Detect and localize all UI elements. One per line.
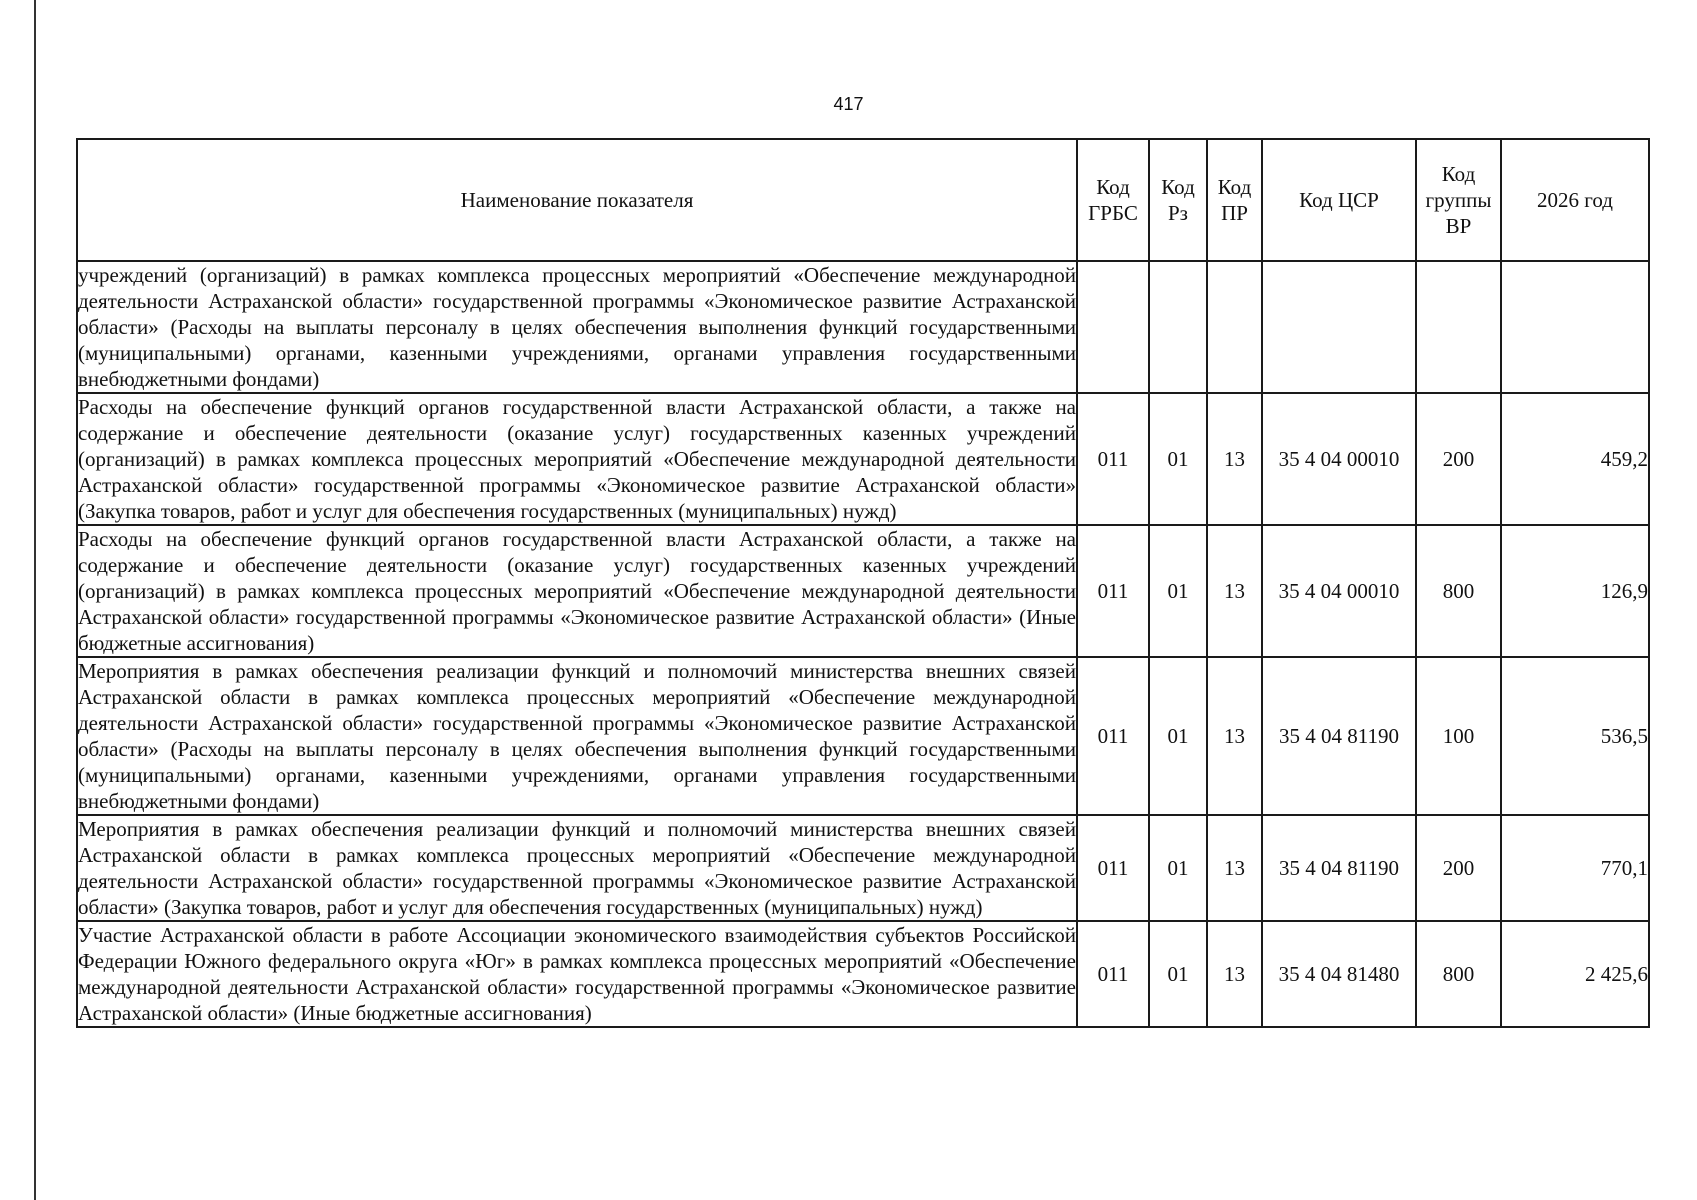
row-vr: 200 xyxy=(1416,815,1501,921)
row-pr: 13 xyxy=(1207,393,1262,525)
row-vr xyxy=(1416,261,1501,393)
row-pr: 13 xyxy=(1207,525,1262,657)
row-csr: 35 4 04 81190 xyxy=(1262,815,1416,921)
table-row xyxy=(77,657,1649,815)
header-csr: Код ЦСР xyxy=(1262,139,1416,261)
row-csr: 35 4 04 81190 xyxy=(1262,657,1416,815)
row-grbs: 011 xyxy=(1077,921,1149,1027)
table-row xyxy=(77,921,1649,1027)
row-name: Участие Астраханской области в работе Ассоциации экономического взаимодействия субъектов Российской Федерации Южного федерального округа «Юг» в рамках комплекса процессных мероприятий «Обеспечение международной деятельности Астраханской области» государственной программы «Экономическое развитие Астраханской области» (Иные бюджетные ассигнования) xyxy=(78,923,1076,1025)
table-row xyxy=(77,393,1649,525)
table-row xyxy=(77,815,1649,921)
row-csr xyxy=(1262,261,1416,393)
table-row xyxy=(77,261,1649,393)
row-vr: 800 xyxy=(1416,525,1501,657)
header-name: Наименование показателя xyxy=(77,139,1077,261)
row-grbs xyxy=(1077,261,1149,393)
row-grbs: 011 xyxy=(1077,657,1149,815)
row-name: учреждений (организаций) в рамках комплекса процессных мероприятий «Обеспечение международной деятельности Астраханской области» государственной программы «Экономическое развитие Астраханской области» (Расходы на выплаты персоналу в целях обеспечения выполнения функций государственными (муниципальными) органами, казенными учреждениями, органами управления государственными внебюджетными фондами) xyxy=(78,263,1076,391)
header-pr: Код ПР xyxy=(1207,139,1262,261)
row-pr: 13 xyxy=(1207,657,1262,815)
row-csr: 35 4 04 00010 xyxy=(1262,525,1416,657)
row-amount: 459,2 xyxy=(1501,393,1649,525)
budget-table xyxy=(76,138,1650,1028)
row-rz: 01 xyxy=(1149,393,1207,525)
row-csr: 35 4 04 00010 xyxy=(1262,393,1416,525)
row-vr: 800 xyxy=(1416,921,1501,1027)
page-number: 417 xyxy=(833,94,864,114)
row-amount: 2 425,6 xyxy=(1501,921,1649,1027)
header-vr: Код группы ВР xyxy=(1416,139,1501,261)
row-name: Расходы на обеспечение функций органов государственной власти Астраханской области, а также на содержание и обеспечение деятельности (оказание услуг) государственных казенных учреждений (организаций) в рамках комплекса процессных мероприятий «Обеспечение международной деятельности Астраханской области» государственной программы «Экономическое развитие Астраханской области» (Закупка товаров, работ и услуг для обеспечения государственных (муниципальных) нужд) xyxy=(78,395,1076,523)
header-row xyxy=(77,139,1649,261)
row-amount xyxy=(1501,261,1649,393)
row-vr: 200 xyxy=(1416,393,1501,525)
row-rz: 01 xyxy=(1149,815,1207,921)
header-grbs: Код ГРБС xyxy=(1077,139,1149,261)
row-name: Мероприятия в рамках обеспечения реализации функций и полномочий министерства внешних связей Астраханской области в рамках комплекса процессных мероприятий «Обеспечение международной деятельности Астраханской области» государственной программы «Экономическое развитие Астраханской области» (Закупка товаров, работ и услуг для обеспечения государственных (муниципальных) нужд) xyxy=(78,817,1076,919)
row-pr: 13 xyxy=(1207,921,1262,1027)
row-rz: 01 xyxy=(1149,657,1207,815)
row-name: Расходы на обеспечение функций органов государственной власти Астраханской области, а также на содержание и обеспечение деятельности (оказание услуг) государственных казенных учреждений (организаций) в рамках комплекса процессных мероприятий «Обеспечение международной деятельности Астраханской области» государственной программы «Экономическое развитие Астраханской области» (Иные бюджетные ассигнования) xyxy=(78,527,1076,655)
row-amount: 126,9 xyxy=(1501,525,1649,657)
row-amount: 536,5 xyxy=(1501,657,1649,815)
row-rz: 01 xyxy=(1149,525,1207,657)
header-rz: Код Рз xyxy=(1149,139,1207,261)
row-pr xyxy=(1207,261,1262,393)
row-grbs: 011 xyxy=(1077,525,1149,657)
row-vr: 100 xyxy=(1416,657,1501,815)
row-pr: 13 xyxy=(1207,815,1262,921)
row-csr: 35 4 04 81480 xyxy=(1262,921,1416,1027)
table-row xyxy=(77,525,1649,657)
row-amount: 770,1 xyxy=(1501,815,1649,921)
table-header xyxy=(77,139,1649,261)
row-grbs: 011 xyxy=(1077,393,1149,525)
row-rz xyxy=(1149,261,1207,393)
left-margin-line xyxy=(34,0,36,1200)
row-name: Мероприятия в рамках обеспечения реализации функций и полномочий министерства внешних связей Астраханской области в рамках комплекса процессных мероприятий «Обеспечение международной деятельности Астраханской области» государственной программы «Экономическое развитие Астраханской области» (Расходы на выплаты персоналу в целях обеспечения выполнения функций государственными (муниципальными) органами, казенными учреждениями, органами управления государственными внебюджетными фондами) xyxy=(78,659,1076,813)
table-body xyxy=(77,261,1649,1027)
row-grbs: 011 xyxy=(1077,815,1149,921)
row-rz: 01 xyxy=(1149,921,1207,1027)
header-year: 2026 год xyxy=(1501,139,1649,261)
